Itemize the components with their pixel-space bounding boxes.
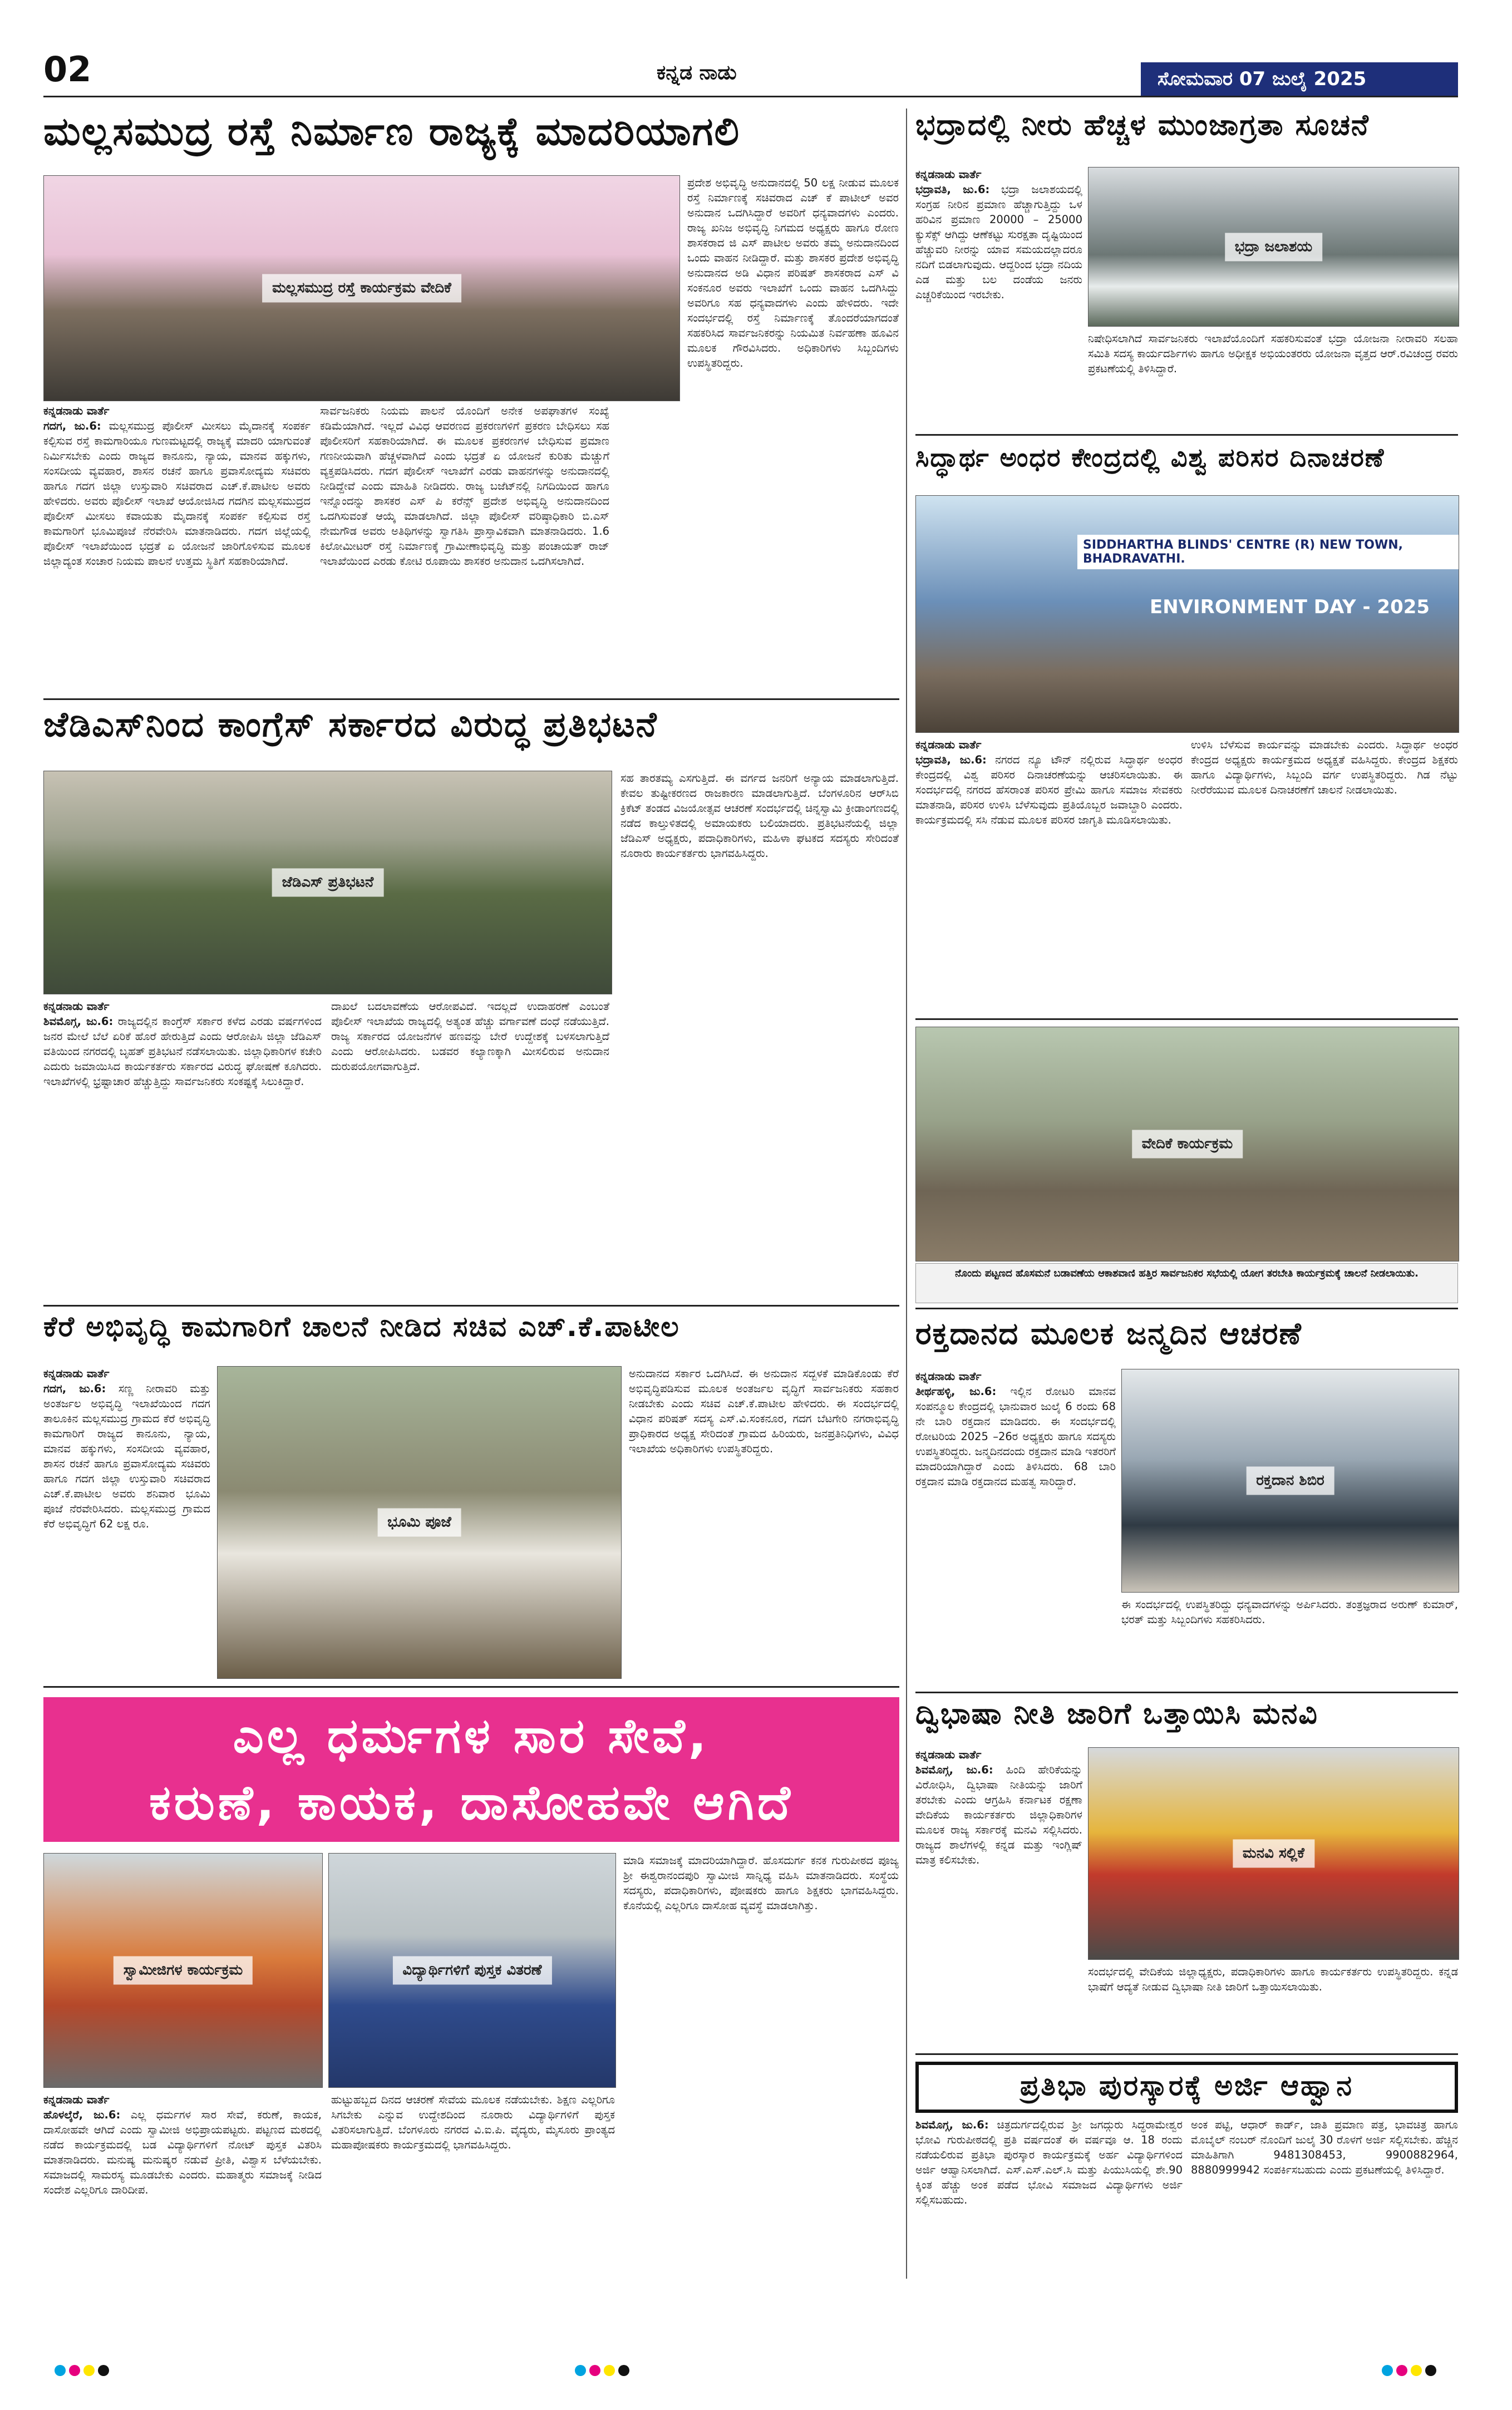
photo-blood-donation xyxy=(1121,1369,1459,1593)
photo-banner-text: SIDDHARTHA BLINDS' CENTRE (R) NEW TOWN, BHADRAVATHI. xyxy=(1077,535,1459,569)
banner-line-1: ಎಲ್ಲ ಧರ್ಮಗಳ ಸಾರ ಸೇವೆ, xyxy=(233,1708,710,1764)
headline-box-talent-award xyxy=(915,2062,1458,2113)
caption-yoga: ನೊಂದು ಪಟ್ಟಣದ ಹೊಸಮನೆ ಬಡಾವಣೆಯ ಆಕಾಶವಾಣಿ ಹತ್ತಿರ ಸಾರ್ವಜನಿಕರ ಸಭೆಯಲ್ಲಿ ಯೋಗ ತರಬೇತಿ ಕಾರ್ಯಕ್ರಮಕ್ಕೆ ಚಾಲನೆ ನೀಡಲಾಯಿತು. xyxy=(915,1263,1458,1303)
a7-byline: ಕನ್ನಡನಾಡು ವಾರ್ತೆ xyxy=(43,2093,110,2106)
photo-mallasamudra-event xyxy=(43,175,680,401)
photo-jds-protest xyxy=(43,771,612,994)
black-dot xyxy=(98,2365,109,2376)
cyan-dot xyxy=(55,2365,66,2376)
rule-a8-bottom xyxy=(915,1692,1458,1693)
photo-bhoomi-pooja xyxy=(217,1366,622,1679)
headline-siddhartha: ಸಿದ್ಧಾರ್ಥ ಅಂಧರ ಕೇಂದ್ರದಲ್ಲಿ ವಿಶ್ವ ಪರಿಸರ ದಿನಾಚರಣೆ xyxy=(915,442,1385,472)
headline-bhadra: ಭದ್ರಾದಲ್ಲಿ ನೀರು ಹೆಚ್ಚಳ ಮುಂಜಾಗ್ರತಾ ಸೂಚನೆ xyxy=(915,109,1370,142)
a5-dateline: ಶಿವಮೊಗ್ಗ, ಜು.6: xyxy=(43,1015,114,1028)
a10-col1 xyxy=(915,2117,1183,2284)
black-dot xyxy=(1425,2365,1436,2376)
yellow-dot xyxy=(604,2365,615,2376)
headline-bilingual-policy: ದ್ವಿಭಾಷಾ ನೀತಿ ಜಾರಿಗೆ ಒತ್ತಾಯಿಸಿ ಮನವಿ xyxy=(915,1697,1318,1731)
a9-col1 xyxy=(915,1747,1082,2048)
photo-label: ಮಲ್ಲಸಮುದ್ರ ರಸ್ತೆ ಕಾರ್ಯಕ್ರಮ ವೇದಿಕೆ xyxy=(262,274,461,303)
headline-blood-donation: ರಕ್ತದಾನದ ಮೂಲಕ ಜನ್ಮದಿನ ಆಚರಣೆ xyxy=(915,1316,1302,1351)
a10-col1-text: ಚಿತ್ರದುರ್ಗದಲ್ಲಿರುವ ಶ್ರೀ ಜಗದ್ಗುರು ಸಿದ್ಧರಾಮೇಶ್ವರ ಭೋವಿ ಗುರುಪೀಠದಲ್ಲಿ ಪ್ರತಿ ವರ್ಷದಂತೆ ಈ ವರ್ಷವೂ ಆ. 18 ರಂದು ನಡೆಯಲಿರುವ ಪ್ರತಿಭಾ ಪುರಸ್ಕಾರ ಕಾರ್ಯಕ್ರಮಕ್ಕೆ ಅರ್ಹ ವಿದ್ಯಾರ್ಥಿಗಳಿಂದ ಅರ್ಜಿ ಆಹ್ವಾನಿಸಲಾಗಿದೆ. ಎಸ್.ಎಸ್.ಎಲ್.ಸಿ ಮತ್ತು ಪಿಯುಸಿಯಲ್ಲಿ ಶೇ.90 ಕ್ಕಿಂತ ಹೆಚ್ಚು ಅಂಕ ಪಡೆದ ಭೋವಿ ಸಮಾಜದ ವಿದ್ಯಾರ್ಥಿಗಳು ಅರ್ಜಿ ಸಲ್ಲಿಸಬಹುದು. xyxy=(915,2118,1183,2206)
photo-bilingual-memorandum xyxy=(1088,1747,1459,1960)
a5-col3: ಸಹ ತಾರತಮ್ಯ ಎಸಗುತ್ತಿದೆ. ಈ ವರ್ಗದ ಜನರಿಗೆ ಅನ್ಯಾಯ ಮಾಡಲಾಗುತ್ತಿದೆ. ಕೇವಲ ತುಷ್ಟೀಕರಣದ ರಾಜಕಾರಣ ಮಾಡಲಾಗುತ್ತಿದೆ. ಬೆಂಗಳೂರಿನ ಆರ್‌ಸಿಬಿ ಕ್ರಿಕೆಟ್ ತಂಡದ ವಿಜಯೋತ್ಸವ ಆಚರಣೆ ಸಂದರ್ಭದಲ್ಲಿ ಚಿನ್ನಸ್ವಾಮಿ ಕ್ರೀಡಾಂಗಣದಲ್ಲಿ ನಡೆದ ಕಾಲ್ತುಳಿತದಲ್ಲಿ ಅಮಾಯಕರು ಬಲಿಯಾದರು. ಪ್ರತಿಭಟನೆಯಲ್ಲಿ ಜಿಲ್ಲಾ ಜೆಡಿಎಸ್ ಅಧ್ಯಕ್ಷರು, ಪದಾಧಿಕಾರಿಗಳು, ಮಹಿಳಾ ಘಟಕದ ಸದಸ್ಯರು ಸೇರಿದಂತೆ ನೂರಾರು ಕಾರ್ಯಕರ್ತರು ಭಾಗವಹಿಸಿದ್ದರು. xyxy=(620,772,899,860)
rule-a9-bottom xyxy=(915,2053,1458,2055)
a2-byline: ಕನ್ನಡನಾಡು ವಾರ್ತೆ xyxy=(915,168,982,181)
a5-col2: ದಾಖಲೆ ಬದಲಾವಣೆಯ ಆರೋಪವಿದೆ. ಇದಲ್ಲದೆ ಉದಾಹರಣೆ ಎಂಬಂತೆ ಪೊಲೀಸ್ ಇಲಾಖೆಯ ರಾಜ್ಯದಲ್ಲಿ ಅತ್ಯಂತ ಹೆಚ್ಚು ವರ್ಗಾವಣೆ ದಂಧೆ ನಡೆಯುತ್ತಿದೆ. ರಾಜ್ಯ ಸರ್ಕಾರದ ಯೋಜನೆಗಳ ಹಣವನ್ನು ಬೇರೆ ಉದ್ದೇಶಕ್ಕೆ ಬಳಸಲಾಗುತ್ತಿದೆ ಎಂದು ಆರೋಪಿಸಿದರು. ಬಡವರ ಕಲ್ಯಾಣಕ್ಕಾಗಿ ಮೀಸಲಿರುವ ಅನುದಾನ ದುರುಪಯೋಗವಾಗುತ್ತಿದೆ. xyxy=(331,1000,609,1073)
a2-col1 xyxy=(915,167,1082,428)
a3-col1 xyxy=(915,737,1183,1016)
a9-col2: ಸಂದರ್ಭದಲ್ಲಿ ವೇದಿಕೆಯ ಜಿಲ್ಲಾಧ್ಯಕ್ಷರು, ಪದಾಧಿಕಾರಿಗಳು ಹಾಗೂ ಕಾರ್ಯಕರ್ತರು ಉಪಸ್ಥಿತರಿದ್ದರು. ಕನ್ನಡ ಭಾಷೆಗೆ ಆದ್ಯತೆ ನೀಡುವ ದ್ವಿಭಾಷಾ ನೀತಿ ಜಾರಿಗೆ ಒತ್ತಾಯಿಸಲಾಯಿತು. xyxy=(1088,1965,1458,1993)
photo-swamiji xyxy=(43,1853,323,2088)
a3-dateline: ಭದ್ರಾವತಿ, ಜು.6: xyxy=(915,753,987,766)
a7-col2: ಹುಟ್ಟುಹಬ್ಬದ ದಿನದ ಆಚರಣೆ ಸೇವೆಯ ಮೂಲಕ ನಡೆಯಬೇಕು. ಶಿಕ್ಷಣ ಎಲ್ಲರಿಗೂ ಸಿಗಬೇಕು ಎನ್ನುವ ಉದ್ದೇಶದಿಂದ ನೂರಾರು ವಿದ್ಯಾರ್ಥಿಗಳಿಗೆ ಪುಸ್ತಕ ವಿತರಿಸಲಾಗುತ್ತಿದೆ. ಬೆಂಗಳೂರು ನಗರದ ವಿ.ಐ.ಪಿ. ವೈದ್ಯರು, ಮೈಸೂರು ಪ್ರಾಂತ್ಯದ ಮಹಾಪೋಷಕರು ಕಾರ್ಯಕ್ರಮದಲ್ಲಿ ಭಾಗವಹಿಸಿದ್ದರು. xyxy=(331,2093,615,2151)
a5-col1-text: ರಾಜ್ಯದಲ್ಲಿನ ಕಾಂಗ್ರೆಸ್ ಸರ್ಕಾರ ಕಳೆದ ಎರಡು ವರ್ಷಗಳಿಂದ ಜನರ ಮೇಲೆ ಬೆಲೆ ಏರಿಕೆ ಹೊರೆ ಹೇರುತ್ತಿದೆ ಎಂದು ಆರೋಪಿಸಿ ಜಿಲ್ಲಾ ಜೆಡಿಎಸ್ ವತಿಯಿಂದ ನಗರದಲ್ಲಿ ಬೃಹತ್ ಪ್ರತಿಭಟನೆ ನಡೆಸಲಾಯಿತು. ಜಿಲ್ಲಾಧಿಕಾರಿಗಳ ಕಚೇರಿ ಎದುರು ಜಮಾಯಿಸಿದ ಕಾರ್ಯಕರ್ತರು ಸರ್ಕಾರದ ವಿರುದ್ಧ ಘೋಷಣೆ ಕೂಗಿದರು. ಇಲಾಖೆಗಳಲ್ಲಿ ಭ್ರಷ್ಟಾಚಾರ ಹೆಚ್ಚುತ್ತಿದ್ದು ಸಾರ್ವಜನಿಕರು ಸಂಕಷ್ಟಕ್ಕೆ ಸಿಲುಕಿದ್ದಾರೆ. xyxy=(43,1015,322,1088)
headline-jds-protest: ಜೆಡಿಎಸ್‌ನಿಂದ ಕಾಂಗ್ರೆಸ್ ಸರ್ಕಾರದ ವಿರುದ್ಧ ಪ್ರತಿಭಟನೆ xyxy=(43,704,658,745)
photo-label: ಭೂಮಿ ಪೂಜೆ xyxy=(377,1509,461,1537)
yellow-dot xyxy=(83,2365,95,2376)
banner-line-2: ಕರುಣೆ, ಕಾಯಕ, ದಾಸೋಹವೇ ಆಗಿದೆ xyxy=(149,1775,794,1831)
photo-bhadra-dam xyxy=(1088,167,1459,327)
a1-col1-text: ಮಲ್ಲಸಮುದ್ರ ಪೊಲೀಸ್ ಮೀಸಲು ಮೈದಾನಕ್ಕೆ ಸಂಪರ್ಕ ಕಲ್ಪಿಸುವ ರಸ್ತೆ ಕಾಮಗಾರಿಯೂ ಗುಣಮಟ್ಟದಲ್ಲಿ ರಾಜ್ಯಕ್ಕೆ ಮಾದರಿ ಯಾಗುವಂತೆ ನಿರ್ಮಿಸಬೇಕು ಎಂದು ರಾಜ್ಯದ ಕಾನೂನು, ನ್ಯಾಯ, ಮಾನವ ಹಕ್ಕುಗಳು, ಸಂಸದೀಯ ವ್ಯವಹಾರ, ಶಾಸನ ರಚನೆ ಹಾಗೂ ಪ್ರವಾಸೋದ್ಯಮ ಸಚಿವರು ಹಾಗೂ ಗದಗ ಜಿಲ್ಲಾ ಉಸ್ತುವಾರಿ ಸಚಿವರಾದ ಎಚ್.ಕೆ.ಪಾಟೀಲ ಅವರು ಹೇಳಿದರು. ಅವರು ಪೊಲೀಸ್ ಇಲಾಖೆ ಆಯೋಜಿಸಿದ ಗದಗಿನ ಮಲ್ಲಸಮುದ್ರದ ಪೊಲೀಸ್ ಮೀಸಲು ಕವಾಯತು ಮೈದಾನಕ್ಕೆ ಸಂಪರ್ಕ ಕಲ್ಪಿಸುವ ರಸ್ತೆ ಕಾಮಗಾರಿಗೆ ಭೂಮಿಪೂಜೆ ನೆರವೇರಿಸಿ ಮಾತನಾಡಿದರು. ಗದಗ ಜಿಲ್ಲೆಯಲ್ಲಿ ಪೊಲೀಸ್ ಇಲಾಖೆಯಿಂದ ಭದ್ರತೆ ಏ ಯೋಜನೆ ಜಾರಿಗೊಳಿಸುವ ಮೂಲಕ ಜಿಲ್ಲಾದ್ಯಂತ ಸಂಚಾರ ನಿಯಮ ಪಾಲನೆ ಉತ್ತಮ ಸ್ಥಿತಿಗೆ ಸಹಕಾರಿಯಾಗಿದೆ. xyxy=(43,420,311,568)
photo-yoga-event xyxy=(915,1027,1459,1261)
rule-a4-bottom xyxy=(915,1308,1458,1309)
photo-label: ವಿದ್ಯಾರ್ಥಿಗಳಿಗೆ ಪುಸ್ತಕ ವಿತರಣೆ xyxy=(392,1956,551,1985)
a2-dateline: ಭದ್ರಾವತಿ, ಜು.6: xyxy=(915,183,990,196)
photo-book-distribution xyxy=(328,1853,616,2088)
headline-mallasamudra: ಮಲ್ಲಸಮುದ್ರ ರಸ್ತೆ ನಿರ್ಮಾಣ ರಾಜ್ಯಕ್ಕೆ ಮಾದರಿಯಾಗಲಿ xyxy=(43,109,741,154)
rule-a2-bottom xyxy=(915,434,1458,436)
a9-byline: ಕನ್ನಡನಾಡು ವಾರ್ತೆ xyxy=(915,1748,982,1761)
a7-col1-text: ಎಲ್ಲ ಧರ್ಮಗಳ ಸಾರ ಸೇವೆ, ಕರುಣೆ, ಕಾಯಕ, ದಾಸೋಹವೇ ಆಗಿದೆ ಎಂದು ಸ್ವಾಮೀಜಿ ಅಭಿಪ್ರಾಯಪಟ್ಟರು. ಪಟ್ಟಣದ ಮಠದಲ್ಲಿ ನಡೆದ ಕಾರ್ಯಕ್ರಮದಲ್ಲಿ ಬಡ ವಿದ್ಯಾರ್ಥಿಗಳಿಗೆ ನೋಟ್ ಪುಸ್ತಕ ವಿತರಿಸಿ ಮಾತನಾಡಿದರು. ಮನುಷ್ಯ ಮನುಷ್ಯರ ನಡುವೆ ಪ್ರೀತಿ, ವಿಶ್ವಾಸ ಬೆಳೆಯಬೇಕು. ಸಮಾಜದಲ್ಲಿ ಸಾಮರಸ್ಯ ಮೂಡಬೇಕು ಎಂದರು. ಮಹಾತ್ಮರು ಸಮಾಜಕ್ಕೆ ನೀಡಿದ ಸಂದೇಶ ಎಲ್ಲರಿಗೂ ದಾರಿದೀಪ. xyxy=(43,2108,322,2196)
rule-a3-bottom xyxy=(915,1018,1458,1020)
photo-label: ರಕ್ತದಾನ ಶಿಬಿರ xyxy=(1246,1467,1334,1495)
photo-label: ವೇದಿಕೆ ಕಾರ್ಯಕ್ರಮ xyxy=(1132,1130,1243,1159)
pink-banner xyxy=(43,1697,899,1842)
a1-byline: ಕನ್ನಡನಾಡು ವಾರ್ತೆ xyxy=(43,405,110,417)
a3-byline: ಕನ್ನಡನಾಡು ವಾರ್ತೆ xyxy=(915,738,982,751)
rule-a5-bottom xyxy=(43,1305,899,1307)
cmyk-marks-center xyxy=(573,2365,631,2378)
cyan-dot xyxy=(1382,2365,1393,2376)
masthead-rule xyxy=(43,96,1458,97)
photo-label: ಸ್ವಾಮೀಜಿಗಳ ಕಾರ್ಯಕ್ರಮ xyxy=(114,1956,253,1985)
a10-col2: ಅಂಕ ಪಟ್ಟಿ, ಆಧಾರ್ ಕಾರ್ಡ್, ಜಾತಿ ಪ್ರಮಾಣ ಪತ್ರ, ಭಾವಚಿತ್ರ ಹಾಗೂ ಮೊಬೈಲ್ ನಂಬರ್ ನೊಂದಿಗೆ ಜುಲೈ 30 ರೊಳಗೆ ಅರ್ಜಿ ಸಲ್ಲಿಸಬೇಕು. ಹೆಚ್ಚಿನ ಮಾಹಿತಿಗಾಗಿ 9481308453, 9900882964, 8880999942 ಸಂಪರ್ಕಿಸಬಹುದು ಎಂದು ಪ್ರಕಟಣೆಯಲ್ಲಿ ತಿಳಿಸಿದ್ದಾರೆ. xyxy=(1191,2118,1458,2176)
photo-event-text: ENVIRONMENT DAY - 2025 xyxy=(1150,596,1430,618)
paper-name: ಕನ್ನಡ ನಾಡು xyxy=(657,61,737,84)
a3-col1-text: ನಗರದ ನ್ಯೂ ಟೌನ್ ನಲ್ಲಿರುವ ಸಿದ್ಧಾರ್ಥ ಅಂಧರ ಕೇಂದ್ರದಲ್ಲಿ ವಿಶ್ವ ಪರಿಸರ ದಿನಾಚರಣೆಯನ್ನು ಆಚರಿಸಲಾಯಿತು. ಈ ಸಂದರ್ಭದಲ್ಲಿ ನಗರದ ಹೆಸರಾಂತ ಪರಿಸರ ಪ್ರೇಮಿ ಹಾಗೂ ಸಮಾಜ ಸೇವಕರು ಮಾತನಾಡಿ, ಪರಿಸರ ಉಳಿಸಿ ಬೆಳೆಸುವುದು ಪ್ರತಿಯೊಬ್ಬರ ಜವಾಬ್ದಾರಿ ಎಂದರು. ಕಾರ್ಯಕ್ರಮದಲ್ಲಿ ಸಸಿ ನೆಡುವ ಮೂಲಕ ಪರಿಸರ ಜಾಗೃತಿ ಮೂಡಿಸಲಾಯಿತು. xyxy=(915,753,1183,826)
page-number: 02 xyxy=(43,49,92,90)
a7-col1 xyxy=(43,2092,322,2284)
a6-col1-text: ಸಣ್ಣ ನೀರಾವರಿ ಮತ್ತು ಅಂತರ್ಜಲ ಅಭಿವೃದ್ಧಿ ಇಲಾಖೆಯಿಂದ ಗದಗ ತಾಲೂಕಿನ ಮಲ್ಲಸಮುದ್ರ ಗ್ರಾಮದ ಕೆರೆ ಅಭಿವೃದ್ಧಿ ಕಾಮಗಾರಿಗೆ ರಾಜ್ಯದ ಕಾನೂನು, ನ್ಯಾಯ, ಮಾನವ ಹಕ್ಕುಗಳು, ಸಂಸದೀಯ ವ್ಯವಹಾರ, ಶಾಸನ ರಚನೆ ಹಾಗೂ ಪ್ರವಾಸೋದ್ಯಮ ಸಚಿವರು ಹಾಗೂ ಗದಗ ಜಿಲ್ಲಾ ಉಸ್ತುವಾರಿ ಸಚಿವರಾದ ಎಚ್.ಕೆ.ಪಾಟೀಲ ಅವರು ಶನಿವಾರ ಭೂಮಿ ಪೂಜೆ ನೆರವೇರಿಸಿದರು. ಮಲ್ಲಸಮುದ್ರ ಗ್ರಾಮದ ಕೆರೆ ಅಭಿವೃದ್ಧಿಗೆ 62 ಲಕ್ಷ ರೂ. xyxy=(43,1382,210,1530)
a5-byline: ಕನ್ನಡನಾಡು ವಾರ್ತೆ xyxy=(43,1000,110,1013)
a3-col2: ಉಳಿಸಿ ಬೆಳೆಸುವ ಕಾರ್ಯವನ್ನು ಮಾಡಬೇಕು ಎಂದರು. ಸಿದ್ಧಾರ್ಥ ಅಂಧರ ಕೇಂದ್ರದ ಅಧ್ಯಕ್ಷರು ಕಾರ್ಯಕ್ರಮದ ಅಧ್ಯಕ್ಷತೆ ವಹಿಸಿದ್ದರು. ಕೇಂದ್ರದ ಶಿಕ್ಷಕರು ಹಾಗೂ ವಿದ್ಯಾರ್ಥಿಗಳು, ಸಿಬ್ಬಂದಿ ವರ್ಗ ಉಪಸ್ಥಿತರಿದ್ದರು. ಗಿಡ ನೆಟ್ಟು ನೀರೆರೆಯುವ ಮೂಲಕ ದಿನಾಚರಣೆಗೆ ಚಾಲನೆ ನೀಡಲಾಯಿತು. xyxy=(1191,738,1458,796)
date-bar xyxy=(1141,62,1458,96)
a6-col2: ಅನುದಾನದ ಸರ್ಕಾರ ಒದಗಿಸಿದೆ. ಈ ಅನುದಾನ ಸದ್ಬಳಕೆ ಮಾಡಿಕೊಂಡು ಕೆರೆ ಅಭಿವೃದ್ಧಿಪಡಿಸುವ ಮೂಲಕ ಅಂತರ್ಜಲ ವೃದ್ಧಿಗೆ ಸಾರ್ವಜನಿಕರು ಸಹಕಾರ ನೀಡಬೇಕು ಎಂದು ಸಚಿವ ಎಚ್.ಕೆ.ಪಾಟೀಲ ಹೇಳಿದರು. ಈ ಸಂದರ್ಭದಲ್ಲಿ ವಿಧಾನ ಪರಿಷತ್ ಸದಸ್ಯ ಎಸ್.ವಿ.ಸಂಕನೂರ, ಗದಗ ಬೆಟಗೇರಿ ನಗರಾಭಿವೃದ್ಧಿ ಪ್ರಾಧಿಕಾರದ ಅಧ್ಯಕ್ಷ ಸೇರಿದಂತೆ ಗ್ರಾಮದ ಹಿರಿಯರು, ಜನಪ್ರತಿನಿಧಿಗಳು, ವಿವಿಧ ಇಲಾಖೆಯ ಅಧಿಕಾರಿಗಳು ಉಪಸ್ಥಿತರಿದ್ದರು. xyxy=(629,1367,899,1455)
rule-a6-bottom xyxy=(43,1686,899,1688)
a6-col1 xyxy=(43,1366,210,1678)
headline-talent-award: ಪ್ರತಿಭಾ ಪುರಸ್ಕಾರಕ್ಕೆ ಅರ್ಜಿ ಆಹ್ವಾನ xyxy=(1020,2069,1354,2102)
photo-label: ಮನವಿ ಸಲ್ಲಿಕೆ xyxy=(1233,1840,1314,1868)
divider-right xyxy=(906,109,907,2279)
a8-col1 xyxy=(915,1369,1116,1686)
a9-col1-text: ಹಿಂದಿ ಹೇರಿಕೆಯನ್ನು ವಿರೋಧಿಸಿ, ದ್ವಿಭಾಷಾ ನೀತಿಯನ್ನು ಜಾರಿಗೆ ತರಬೇಕು ಎಂದು ಆಗ್ರಹಿಸಿ ಕರ್ನಾಟಕ ರಕ್ಷಣಾ ವೇದಿಕೆಯ ಕಾರ್ಯಕರ್ತರು ಜಿಲ್ಲಾಧಿಕಾರಿಗಳ ಮೂಲಕ ರಾಜ್ಯ ಸರ್ಕಾರಕ್ಕೆ ಮನವಿ ಸಲ್ಲಿಸಿದರು. ರಾಜ್ಯದ ಶಾಲೆಗಳಲ್ಲಿ ಕನ್ನಡ ಮತ್ತು ಇಂಗ್ಲಿಷ್ ಮಾತ್ರ ಕಲಿಸಬೇಕು. xyxy=(915,1763,1082,1866)
a1-col3: ಪ್ರದೇಶ ಅಭಿವೃದ್ಧಿ ಅನುದಾನದಲ್ಲಿ 50 ಲಕ್ಷ ನೀಡುವ ಮೂಲಕ ರಸ್ತೆ ನಿರ್ಮಾಣಕ್ಕೆ ಸಚಿವರಾದ ಎಚ್ ಕೆ ಪಾಟೀಲ್ ಅವರ ಅನುದಾನ ಒದಗಿಸಿದ್ದಾರೆ ಅವರಿಗೆ ಧನ್ಯವಾದಗಳು ಎಂದರು. ರಾಜ್ಯ ಖನಿಜ ಅಭಿವೃದ್ಧಿ ನಿಗಮದ ಅಧ್ಯಕ್ಷರು ಹಾಗೂ ರೋಣ ಶಾಸಕರಾದ ಜಿ ಎಸ್ ಪಾಟೀಲ ಅವರು ತಮ್ಮ ಅನುದಾನದಿಂದ ಒಂದು ವಾಹನ ನೀಡಿದ್ದಾರೆ. ಮತ್ತು ಶಾಸಕರ ಪ್ರದೇಶ ಅಭಿವೃದ್ಧಿ ಅನುದಾನದ ಅಡಿ ವಿಧಾನ ಪರಿಷತ್ ಶಾಸಕರಾದ ಎಸ್ ವಿ ಸಂಕನೂರ ಅವರು ಇಲಾಖೆಗೆ ಒಂದು ವಾಹನ ಒದಗಿಸಿದ್ದು ಅವರಿಗೂ ಸಹ ಧನ್ಯವಾದಗಳು ಎಂದು ಹೇಳಿದರು. ಇದೇ ಸಂದರ್ಭದಲ್ಲಿ ರಸ್ತೆ ನಿರ್ಮಾಣಕ್ಕೆ ತೊಂದರೆಯಾಗದಂತೆ ಸಹಕರಿಸಿದ ಸಾರ್ವಜನಿಕರನ್ನು ನಿಯಮಿತ ನಿರ್ವಹಣಾ ಹೂವಿನ ಮೂಲಕ ಗೌರವಿಸಿದರು. ಅಧಿಕಾರಿಗಳು ಸಿಬ್ಬಂದಿಗಳು ಉಪಸ್ಥಿತರಿದ್ದರು. xyxy=(687,176,899,369)
a6-dateline: ಗದಗ, ಜು.6: xyxy=(43,1382,106,1395)
a8-dateline: ತೀರ್ಥಹಳ್ಳಿ, ಜು.6: xyxy=(915,1385,997,1398)
a1-dateline: ಗದಗ, ಜು.6: xyxy=(43,420,101,432)
yellow-dot xyxy=(1411,2365,1422,2376)
photo-label: ಭದ್ರಾ ಜಲಾಶಯ xyxy=(1225,233,1323,261)
a5-col1 xyxy=(43,999,322,1299)
a6-byline: ಕನ್ನಡನಾಡು ವಾರ್ತೆ xyxy=(43,1367,110,1380)
a10-dateline: ಶಿವಮೊಗ್ಗ, ಜು.6: xyxy=(915,2118,989,2131)
a8-col1-text: ಇಲ್ಲಿನ ರೋಟರಿ ಮಾನವ ಸಂಪನ್ಮೂಲ ಕೇಂದ್ರದಲ್ಲಿ ಭಾನುವಾರ ಜುಲೈ 6 ರಂದು 68 ನೇ ಬಾರಿ ರಕ್ತದಾನ ಮಾಡಿದರು. ಈ ಸಂದರ್ಭದಲ್ಲಿ ರೋಟರಿಯ 2025 –26ರ ಅಧ್ಯಕ್ಷರು ಹಾಗೂ ಸದಸ್ಯರು ಉಪಸ್ಥಿತರಿದ್ದರು. ಜನ್ಮದಿನದಂದು ರಕ್ತದಾನ ಮಾಡಿ ಇತರರಿಗೆ ಮಾದರಿಯಾಗಿದ್ದಾರೆ ಎಂದು ತಿಳಿಸಿದರು. 68 ಬಾರಿ ರಕ್ತದಾನ ಮಾಡಿ ರಕ್ತದಾನದ ಮಹತ್ವ ಸಾರಿದ್ದಾರೆ. xyxy=(915,1385,1116,1488)
a2-col1-text: ಭದ್ರಾ ಜಲಾಶಯದಲ್ಲಿ ಸಂಗ್ರಹ ನೀರಿನ ಪ್ರಮಾಣ ಹೆಚ್ಚಾಗುತ್ತಿದ್ದು ಒಳ ಹರಿವಿನ ಪ್ರಮಾಣ 20000 – 25000 ಕ್ಯುಸೆಕ್ಸ್ ಆಗಿದ್ದು ಆಣೆಕಟ್ಟು ಸುರಕ್ಷತಾ ದೃಷ್ಟಿಯಿಂದ ಹೆಚ್ಚುವರಿ ನೀರನ್ನು ಯಾವ ಸಮಯದಲ್ಲಾದರೂ ನದಿಗೆ ಬಿಡಲಾಗುವುದು. ಆದ್ದರಿಂದ ಭದ್ರಾ ನದಿಯ ಎಡ ಮತ್ತು ಬಲ ದಂಡೆಯ ಜನರು ಎಚ್ಚರಿಕೆಯಿಂದ ಇರಬೇಕು. xyxy=(915,183,1082,301)
rule-a1-bottom xyxy=(43,698,899,700)
cmyk-marks-left xyxy=(53,2365,111,2378)
magenta-dot xyxy=(69,2365,80,2376)
masthead xyxy=(0,0,1512,97)
photo-label: ಜೆಡಿಎಸ್ ಪ್ರತಿಭಟನೆ xyxy=(272,869,384,897)
magenta-dot xyxy=(589,2365,600,2376)
a7-col3: ಮಾಡಿ ಸಮಾಜಕ್ಕೆ ಮಾದರಿಯಾಗಿದ್ದಾರೆ. ಹೊಸದುರ್ಗ ಕನಕ ಗುರುಪೀಠದ ಪೂಜ್ಯ ಶ್ರೀ ಈಶ್ವರಾನಂದಪುರಿ ಸ್ವಾಮೀಜಿ ಸಾನ್ನಿಧ್ಯ ವಹಿಸಿ ಮಾತನಾಡಿದರು. ಸಂಸ್ಥೆಯ ಸದಸ್ಯರು, ಪದಾಧಿಕಾರಿಗಳು, ಪೋಷಕರು ಹಾಗೂ ಶಿಕ್ಷಕರು ಭಾಗವಹಿಸಿದ್ದರು. ಕೊನೆಯಲ್ಲಿ ಎಲ್ಲರಿಗೂ ದಾಸೋಹ ವ್ಯವಸ್ಥೆ ಮಾಡಲಾಗಿತ್ತು. xyxy=(623,1854,899,1912)
a1-col2: ಸಾರ್ವಜನಿಕರು ನಿಯಮ ಪಾಲನೆ ಯೊಂದಿಗೆ ಅನೇಕ ಅಪಘಾತಗಳ ಸಂಖ್ಯೆ ಕಡಿಮೆಯಾಗಿದೆ. ಇಲ್ಲದೆ ವಿವಿಧ ಆವರಣದ ಪ್ರಕರಣಗಳಿಗೆ ಪ್ರಕರಣ ಬೇಧಿಸಲು ಸಹ ಪೊಲೀಸರಿಗೆ ಸಹಕಾರಿಯಾಗಿದೆ. ಈ ಮೂಲಕ ಪ್ರಕರಣಗಳ ಬೇಧಿಸುವ ಪ್ರಮಾಣ ಗಣನೀಯವಾಗಿ ಹೆಚ್ಚಳವಾಗಿದೆ ಎಂದು ಭದ್ರತೆ ಏ ಯೋಜನೆ ಕುರಿತು ಮೆಚ್ಚುಗೆ ವ್ಯಕ್ತಪಡಿಸಿದರು. ಗದಗ ಪೊಲೀಸ್ ಇಲಾಖೆಗೆ ಎರಡು ವಾಹನಗಳನ್ನು ಅನುದಾನದಲ್ಲಿ ನೀಡಿದ್ದೇವೆ ಎಂದು ಮಾಹಿತಿ ನೀಡಿದರು. ರಾಜ್ಯ ಬಜೆಟ್‌ನಲ್ಲಿ ನಿಗದಿಯಿಂದ ಹಾಗೂ ಇನ್ನೊಂದನ್ನು ಶಾಸಕರ ಎಸ್ ಪಿ ಕರೆನ್ಸ್ ಪ್ರದೇಶ ಅಭಿವೃದ್ಧಿ ಅನುದಾನದಿಂದ ಒದಗಿಸುವಂತೆ ಆಯ್ಕೆ ಮಾಡಲಾಗಿದೆ. ಜಿಲ್ಲಾ ಪೊಲೀಸ್ ವರಿಷ್ಠಾಧಿಕಾರಿ ಬಿ.ಎಸ್ ನೇಮಗೌಡ ಅವರು ಅತಿಥಿಗಳನ್ನು ಸ್ವಾಗತಿಸಿ ಪ್ರಾಸ್ತಾವಿಕವಾಗಿ ಮಾತನಾಡಿದರು. 1.6 ಕಿಲೋಮೀಟರ್ ರಸ್ತೆ ನಿರ್ಮಾಣಕ್ಕೆ ಗ್ರಾಮೀಣಾಭಿವೃದ್ಧಿ ಮತ್ತು ಪಂಚಾಯತ್ ರಾಜ್ ಇಲಾಖೆಯಿಂದ ಎರಡು ಕೋಟಿ ರೂಪಾಯಿ ಶಾಸಕರ ಅನುದಾನ ಒದಗಿಸಲಾಗಿದೆ. xyxy=(320,405,609,568)
a7-dateline: ಹೊಳಲ್ಕೆರೆ, ಜು.6: xyxy=(43,2108,121,2121)
magenta-dot xyxy=(1396,2365,1407,2376)
black-dot xyxy=(618,2365,629,2376)
headline-lake-development: ಕೆರೆ ಅಭಿವೃದ್ಧಿ ಕಾಮಗಾರಿಗೆ ಚಾಲನೆ ನೀಡಿದ ಸಚಿವ ಎಚ್.ಕೆ.ಪಾಟೀಲ xyxy=(43,1310,680,1343)
cmyk-marks-right xyxy=(1380,2365,1438,2378)
cyan-dot xyxy=(575,2365,586,2376)
a9-dateline: ಶಿವಮೊಗ್ಗ, ಜು.6: xyxy=(915,1763,993,1776)
a2-col2: ನಿಷೇಧಿಸಲಾಗಿದೆ ಸಾರ್ವಜನಿಕರು ಇಲಾಖೆಯೊಂದಿಗೆ ಸಹಕರಿಸುವಂತೆ ಭದ್ರಾ ಯೋಜನಾ ನೀರಾವರಿ ಸಲಹಾ ಸಮಿತಿ ಸದಸ್ಯ ಕಾರ್ಯದರ್ಶಿಗಳು ಹಾಗೂ ಅಧೀಕ್ಷಕ ಅಭಿಯಂತರರು ಯೋಜನಾ ವೃತ್ತದ ಆರ್.ರವಿಚಂದ್ರ ರವರು ಪ್ರಕಟಣೆಯಲ್ಲಿ ತಿಳಿಸಿದ್ದಾರೆ. xyxy=(1088,332,1458,375)
photo-environment-day xyxy=(915,495,1459,733)
date-text: ಸೋಮವಾರ 07 ಜುಲೈ 2025 xyxy=(1158,68,1367,90)
a1-col1 xyxy=(43,403,311,696)
a8-col2: ಈ ಸಂದರ್ಭದಲ್ಲಿ ಉಪಸ್ಥಿತರಿದ್ದು ಧನ್ಯವಾದಗಳನ್ನು ಅರ್ಪಿಸಿದರು. ತಂತ್ರಜ್ಞರಾದ ಅರುಣ್ ಕುಮಾರ್, ಭರತ್ ಮತ್ತು ಸಿಬ್ಬಂದಿಗಳು ಸಹಕರಿಸಿದರು. xyxy=(1121,1598,1458,1626)
a8-byline: ಕನ್ನಡನಾಡು ವಾರ್ತೆ xyxy=(915,1370,982,1383)
